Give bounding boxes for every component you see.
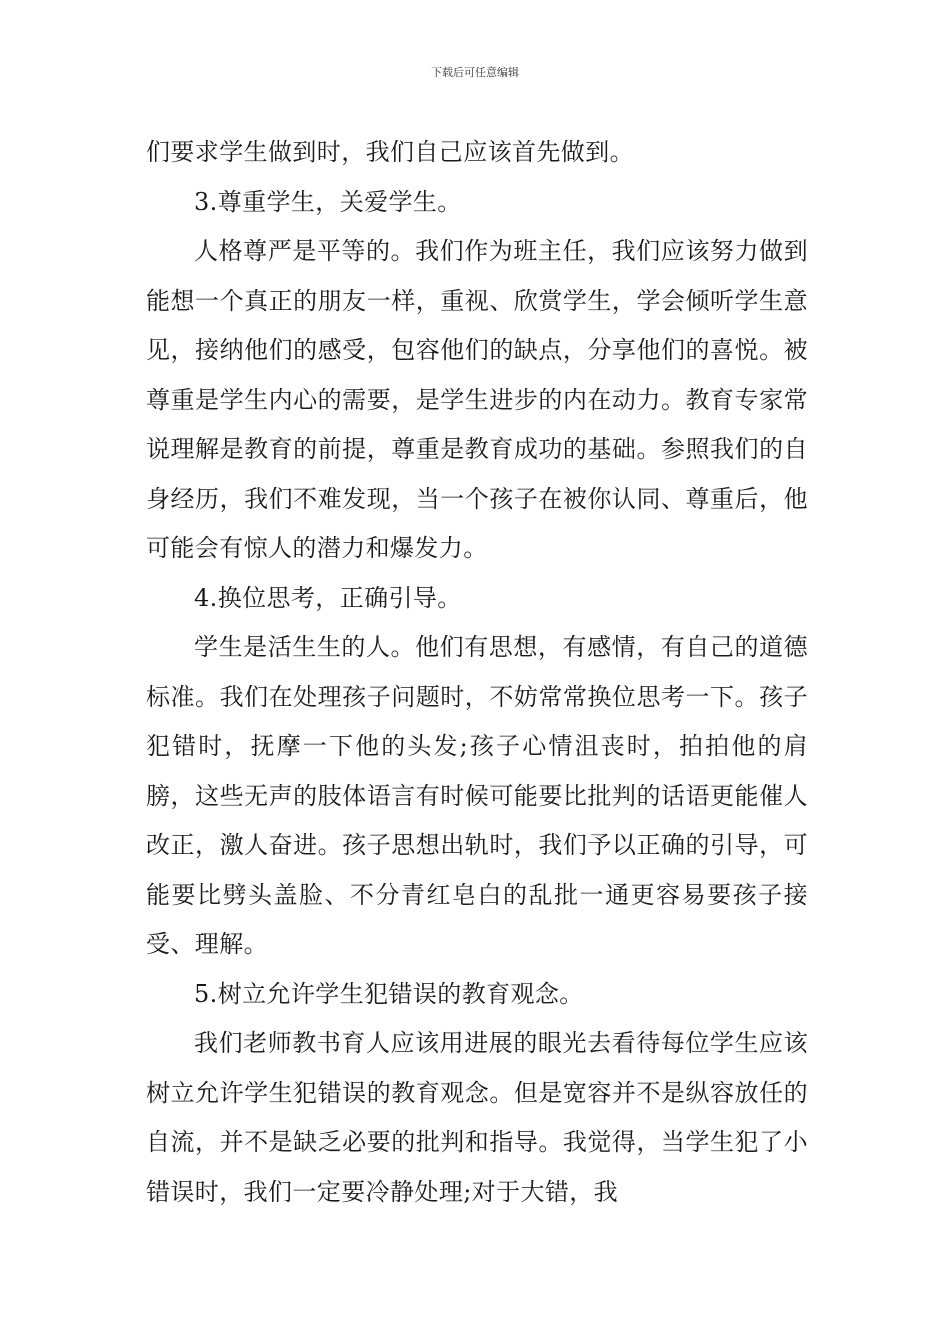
section-heading-4: 4.换位思考，正确引导。 [194,583,462,612]
section-heading-3: 3.尊重学生，关爱学生。 [194,187,462,216]
paragraph: 人格尊严是平等的。我们作为班主任，我们应该努力做到能想一个真正的朋友一样，重视、欣赏学生，学会倾听学生意见，接纳他们的感受，包容他们的缺点，分享他们的喜悦。被尊重是学生内心的需要，是学生进步的内在动力。教育专家常说理解是教育的前提，尊重是教育成功的基础。参照我们的自身经历，我们不难发现，当一个孩子在被你认同、尊重后，他可能会有惊人的潜力和爆发力。 [146,237,808,562]
paragraph-continuation: 们要求学生做到时，我们自己应该首先做到。 [146,138,634,166]
paragraph: 学生是活生生的人。他们有思想，有感情，有自己的道德标准。我们在处理孩子问题时，不妨常常换位思考一下。孩子犯错时，抚摩一下他的头发;孩子心情沮丧时，拍拍他的肩膀，这些无声的肢体语言有时候可能要比批判的话语更能催人改正，激人奋进。孩子思想出轨时，我们予以正确的引导，可能要比劈头盖脸、不分青红皂白的乱批一通更容易要孩子接受、理解。 [146,633,808,958]
document-body [146,128,808,1217]
section-heading-5: 5.树立允许学生犯错误的教育观念。 [194,979,584,1008]
page-header-note: 下载后可任意编辑 [431,66,519,79]
paragraph: 我们老师教书育人应该用进展的眼光去看待每位学生应该树立允许学生犯错误的教育观念。但是宽容并不是纵容放任的自流，并不是缺乏必要的批判和指导。我觉得，当学生犯了小错误时，我们一定要冷静处理;对于大错，我 [146,1029,808,1206]
